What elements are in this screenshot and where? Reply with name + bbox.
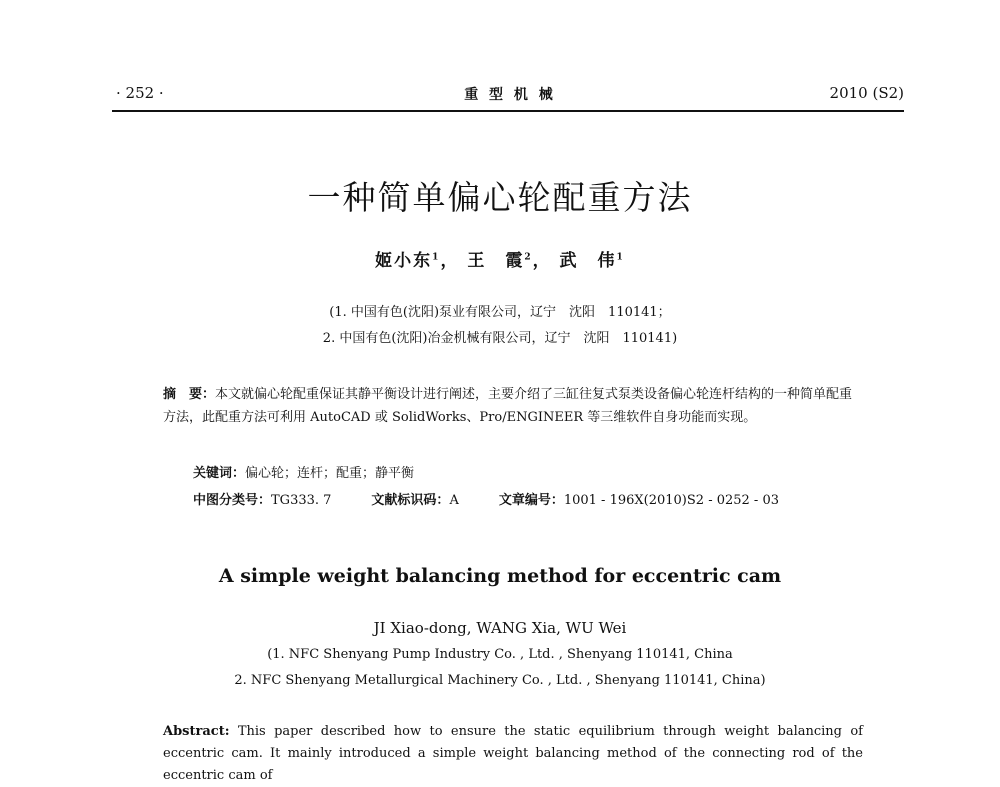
author-separator: ， [532, 251, 552, 271]
author-2-affil: 2 [524, 252, 533, 263]
clc-label: 中图分类号： [193, 493, 272, 508]
affiliation-chinese-2: 2. 中国有色(沈阳)冶金机械有限公司，辽宁 沈阳 110141) [322, 331, 678, 346]
doc-code-value: A [449, 493, 459, 508]
keywords-text: 偏心轮；连杆；配重；静平衡 [245, 466, 415, 481]
author-3-affil: 1 [616, 252, 625, 263]
doc-code-label: 文献标识码： [371, 493, 450, 508]
clc-value: TG333. 7 [271, 493, 332, 508]
article-no-value: 1001 - 196X(2010)S2 - 0252 - 03 [563, 493, 779, 508]
title-english: A simple weight balancing method for eccentric cam [218, 565, 782, 587]
title-chinese: 一种简单偏心轮配重方法 [307, 178, 693, 217]
author-2: 王 霞 [467, 251, 525, 271]
author-3: 武 伟 [559, 251, 617, 271]
journal-name: 重 型 机 械 [464, 87, 556, 103]
affiliation-chinese-1: (1. 中国有色(沈阳)泵业有限公司，辽宁 沈阳 110141； [329, 305, 671, 320]
issue-label: 2010 (S2) [829, 84, 904, 102]
abstract-english-text: This paper described how to ensure the static equilibrium through weight balancing of eccentric cam. It mainly introduced a simple weight balancing method of the connecting rod of the eccentric cam of [163, 724, 863, 783]
abstract-english-label: Abstract: [163, 724, 230, 739]
affiliation-english-1: (1. NFC Shenyang Pump Industry Co. , Ltd. , Shenyang 110141, China [267, 647, 733, 662]
abstract-chinese [163, 383, 863, 429]
author-separator: ， [440, 251, 460, 271]
affiliation-english-2: 2. NFC Shenyang Metallurgical Machinery Co. , Ltd. , Shenyang 110141, China) [234, 673, 766, 688]
authors-chinese [0, 246, 1000, 271]
abstract-english [163, 721, 863, 787]
keywords-chinese [193, 462, 414, 481]
running-header [116, 84, 904, 108]
header-rule [112, 110, 904, 112]
abstract-chinese-label: 摘 要： [163, 387, 216, 402]
classification-line [193, 489, 779, 508]
author-1-affil: 1 [432, 252, 441, 263]
page-number: · 252 · [116, 84, 164, 102]
keywords-label: 关键词： [193, 466, 246, 481]
authors-english: JI Xiao-dong, WANG Xia, WU Wei [373, 619, 627, 637]
abstract-chinese-text: 本文就偏心轮配重保证其静平衡设计进行阐述，主要介绍了三缸往复式泵类设备偏心轮连杆结构的一种简单配重方法，此配重方法可利用 AutoCAD 或 SolidWorks、Pro/ENGINEER 等三维软件自身功能而实现。 [163, 387, 853, 425]
article-no-label: 文章编号： [498, 493, 564, 508]
author-1: 姬小东 [375, 251, 433, 271]
